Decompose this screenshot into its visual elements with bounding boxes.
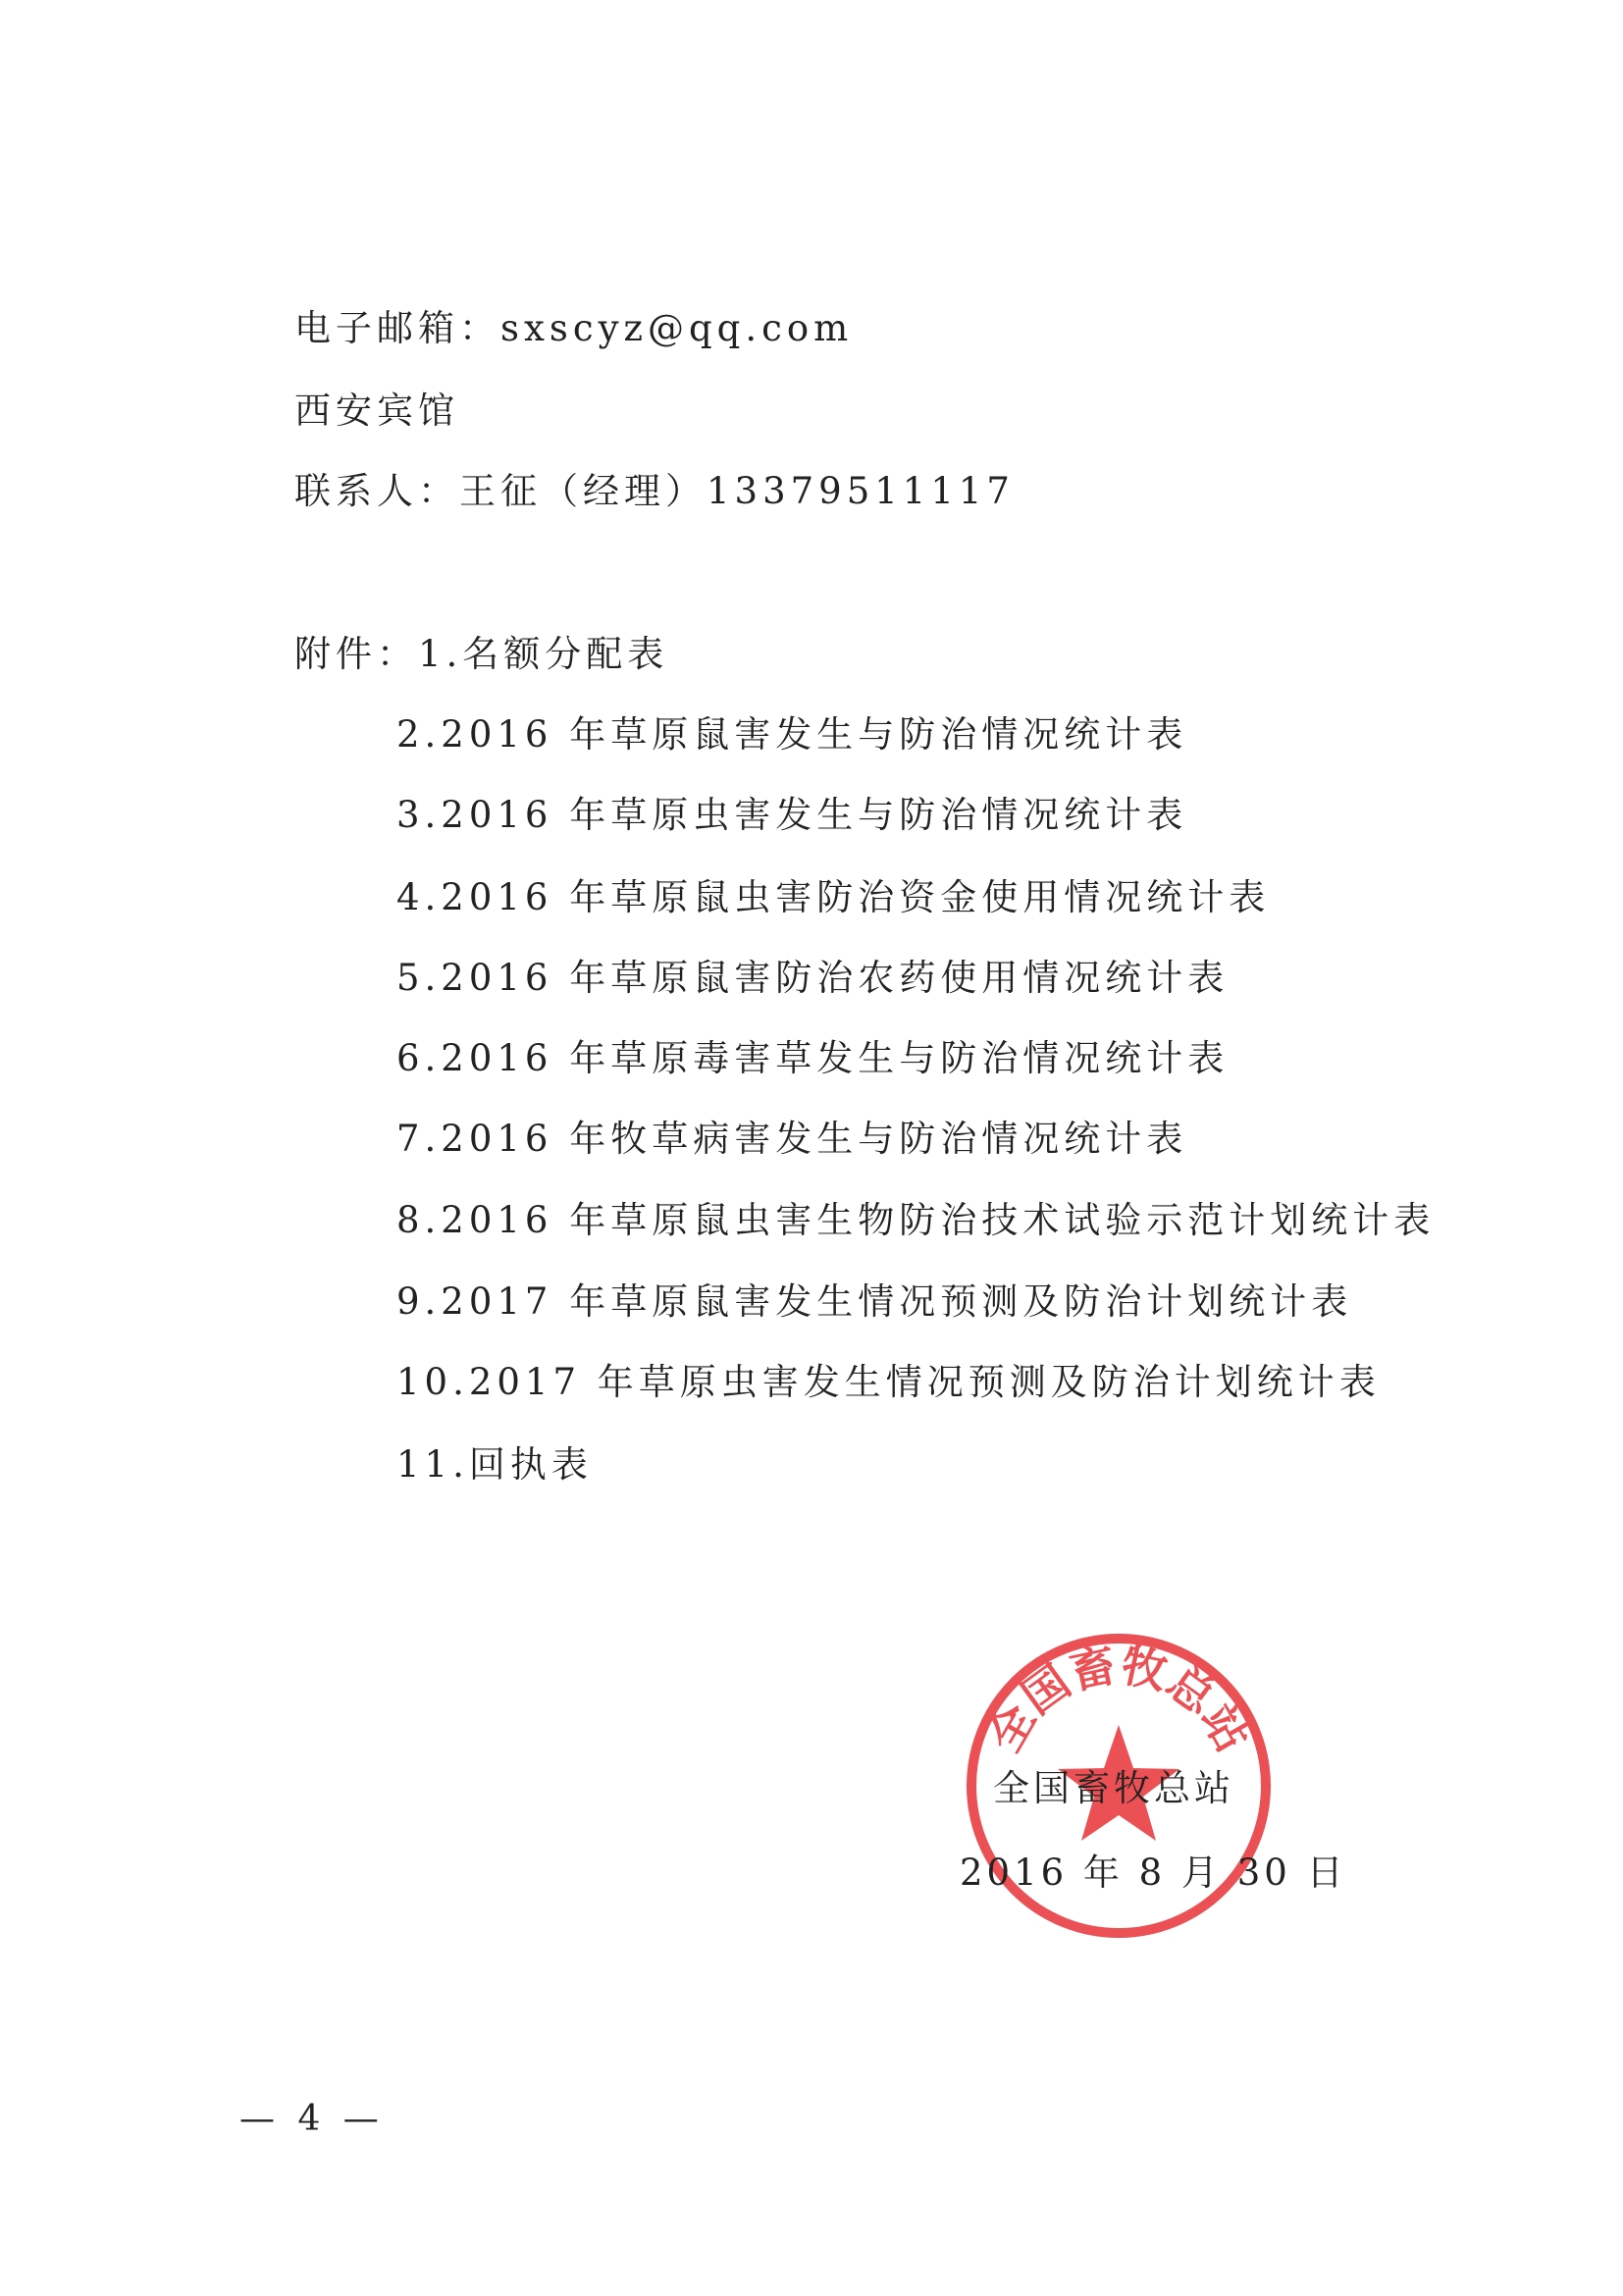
seal-text: 全国畜牧总站 (977, 1638, 1260, 1761)
attachments-label: 附件： (294, 633, 418, 675)
attachment-item: 6.2016 年草原毒害草发生与防治情况统计表 (396, 1037, 1230, 1079)
attachment-item: 1.名额分配表 (418, 633, 669, 675)
email-label: 电子邮箱： (294, 307, 500, 349)
attachment-item: 8.2016 年草原鼠虫害生物防治技术试验示范计划统计表 (396, 1199, 1436, 1241)
attachment-item: 10.2017 年草原虫害发生情况预测及防治计划统计表 (396, 1361, 1381, 1403)
attachment-item: 7.2016 年牧草病害发生与防治情况统计表 (396, 1118, 1188, 1160)
attachment-line-1 (294, 633, 669, 675)
email-address: sxscyz@qq.com (500, 307, 854, 349)
hotel-name: 西安宾馆 (294, 390, 459, 432)
email-line (294, 307, 854, 349)
issuing-organization: 全国畜牧总站 (993, 1767, 1234, 1809)
contact-person-label: 联系人： (294, 470, 459, 512)
page-number: — 4 — (239, 2099, 385, 2139)
contact-person-line (294, 470, 1015, 512)
attachment-item: 4.2016 年草原鼠虫害防治资金使用情况统计表 (396, 876, 1271, 918)
attachment-item: 5.2016 年草原鼠害防治农药使用情况统计表 (396, 957, 1230, 999)
attachment-item: 2.2016 年草原鼠害发生与防治情况统计表 (396, 713, 1188, 756)
issue-date: 2016 年 8 月 30 日 (960, 1852, 1347, 1894)
attachment-item: 9.2017 年草原鼠害发生情况预测及防治计划统计表 (396, 1280, 1353, 1323)
attachment-item: 11.回执表 (396, 1443, 593, 1486)
contact-person: 王征（经理）13379511117 (459, 470, 1015, 512)
attachment-item: 3.2016 年草原虫害发生与防治情况统计表 (396, 794, 1188, 836)
